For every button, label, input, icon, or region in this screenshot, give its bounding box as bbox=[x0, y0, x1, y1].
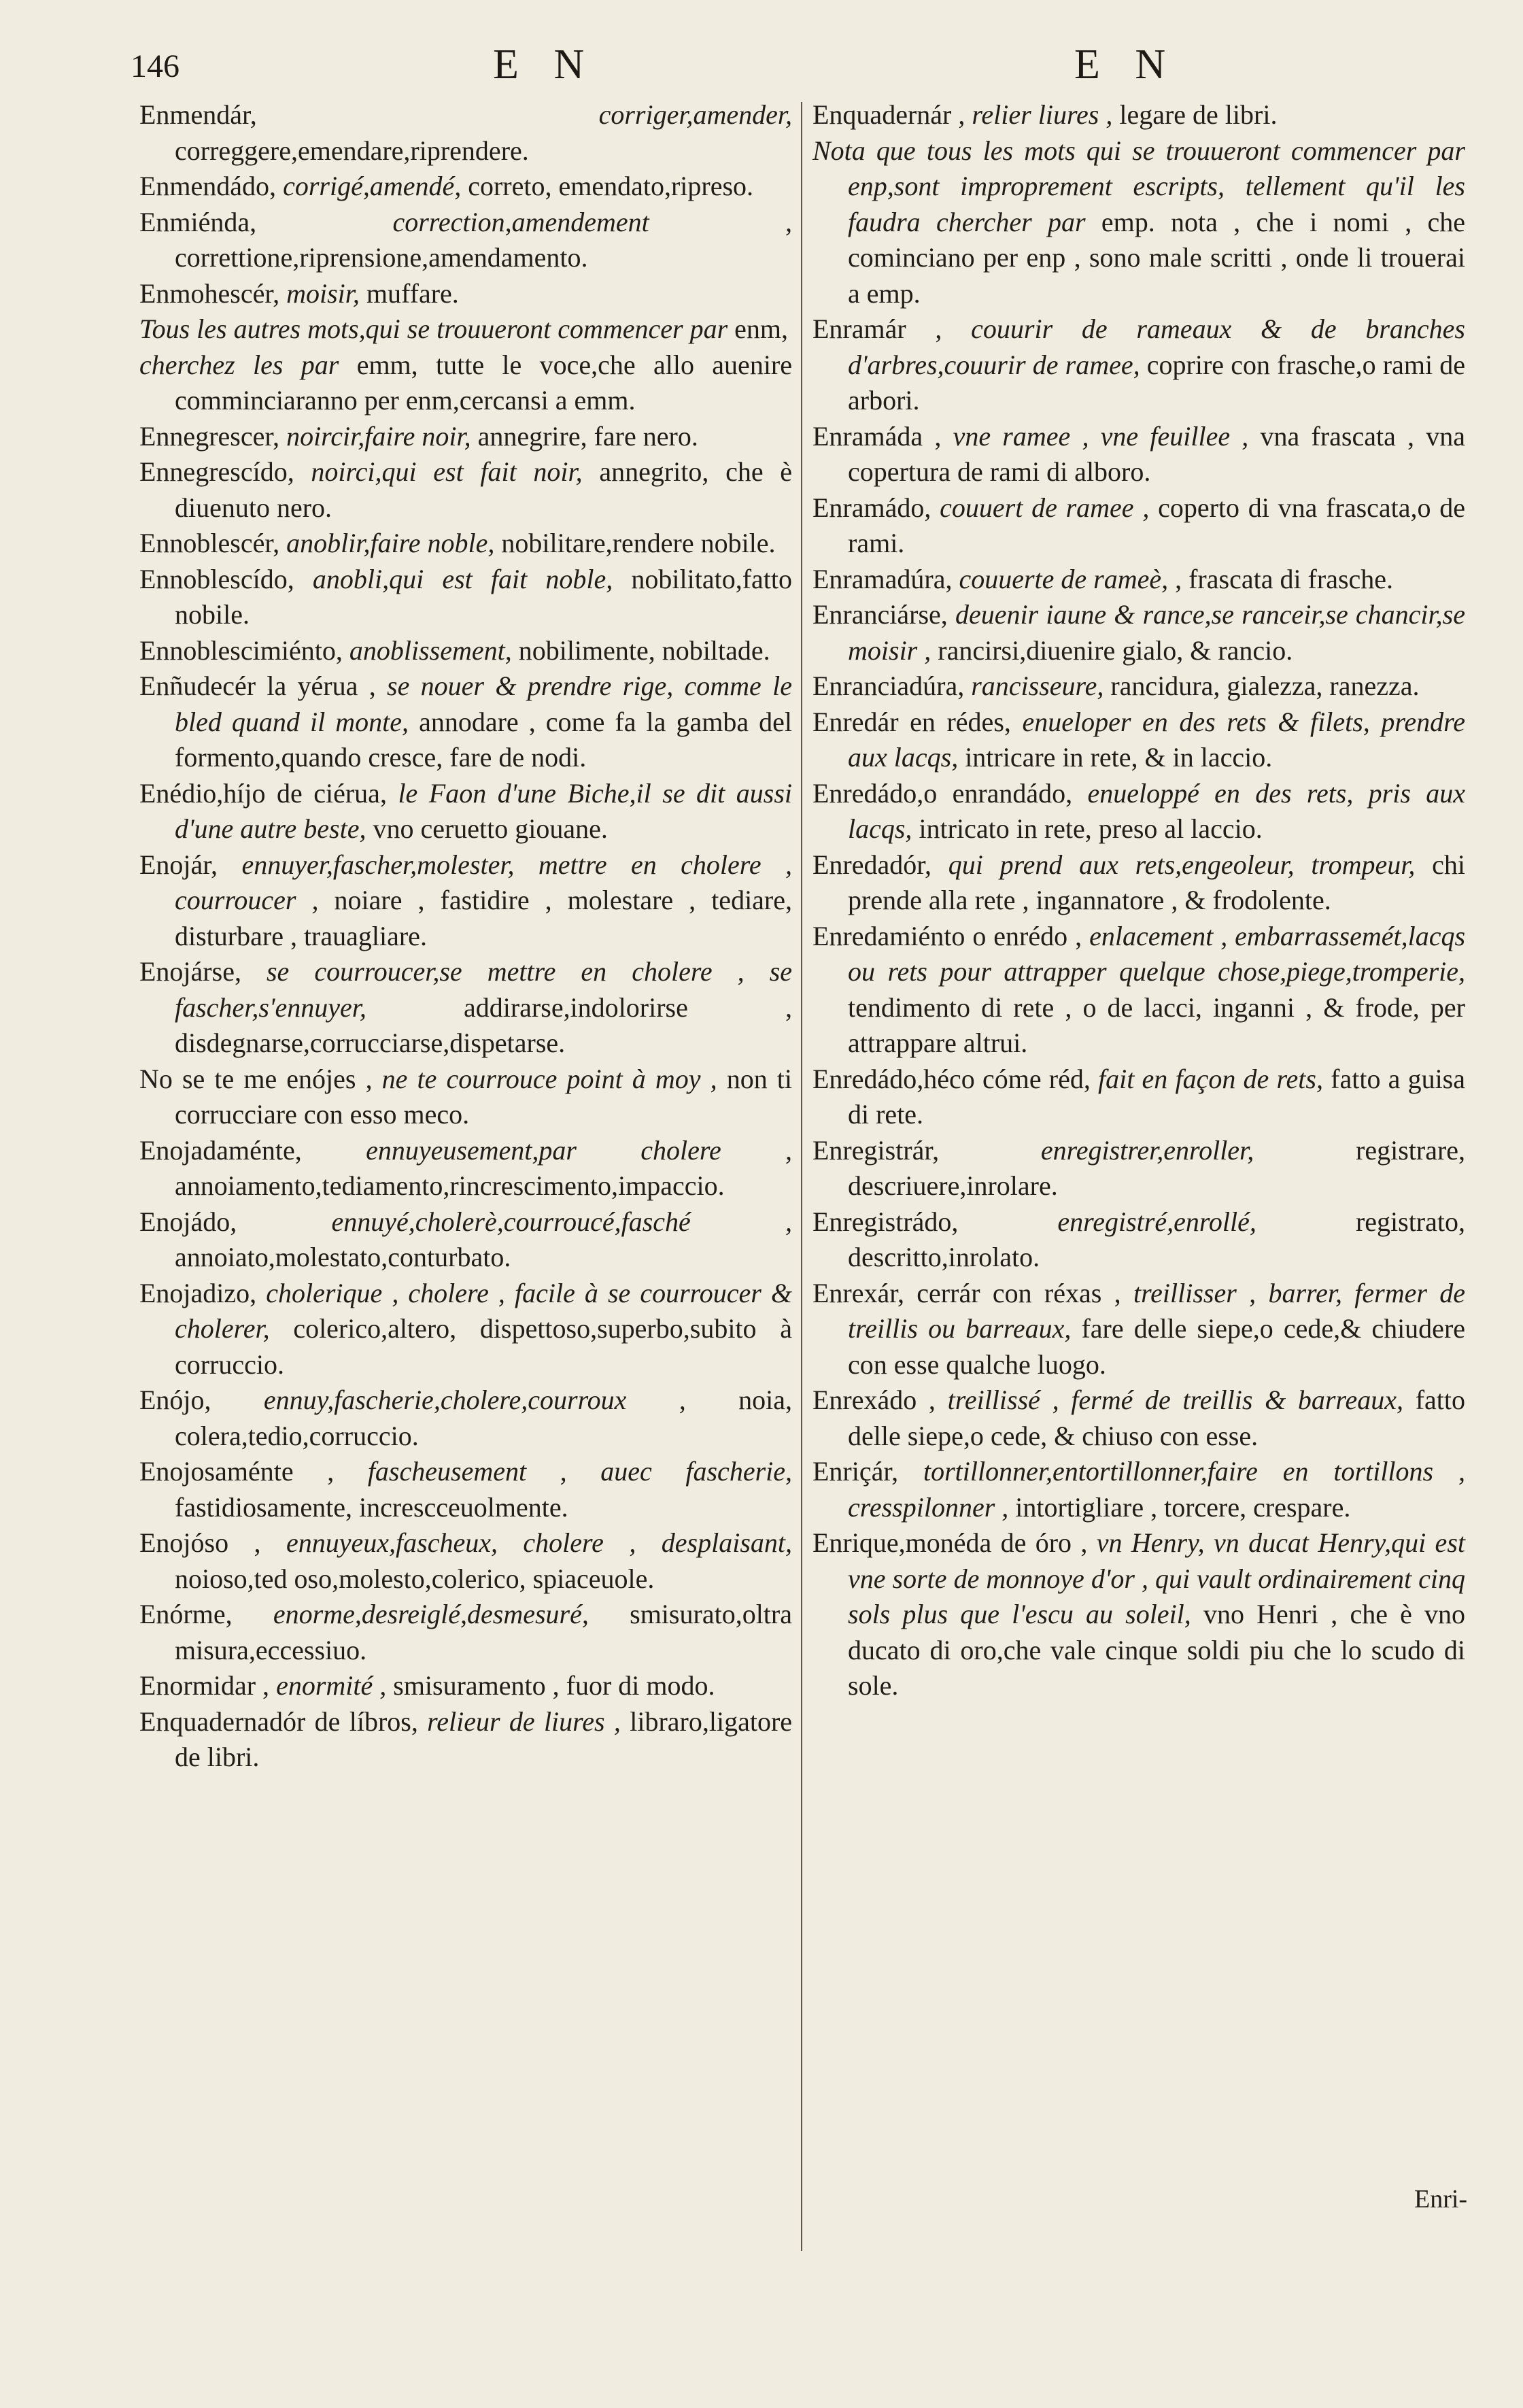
headword: Enramáda , bbox=[812, 420, 942, 452]
dictionary-entry bbox=[812, 97, 1465, 133]
dictionary-entry bbox=[139, 1525, 792, 1597]
italian-gloss: nobilitato,fatto nobile. bbox=[175, 563, 793, 630]
dictionary-entry bbox=[812, 919, 1465, 1062]
french-gloss: correction,amendement , bbox=[392, 206, 792, 237]
headword: Ennegrescído, bbox=[139, 456, 294, 487]
french-gloss: le Faon d'une Biche,il se dit aussi d'une autre beste, bbox=[175, 777, 793, 844]
dictionary-entry bbox=[139, 668, 792, 776]
french-gloss: fait en façon de rets, bbox=[1098, 1063, 1323, 1094]
french-gloss: noircir,faire noir, bbox=[286, 420, 471, 452]
right-column bbox=[812, 97, 1465, 1704]
french-gloss: qui prend aux rets,engeoleur, trompeur, bbox=[948, 849, 1416, 880]
dictionary-entry bbox=[139, 1704, 792, 1776]
french-gloss: deuenir iaune & rance,se ranceir,se chancir,se moisir , bbox=[848, 599, 1465, 666]
dictionary-entry bbox=[139, 1204, 792, 1276]
french-gloss: couurir de rameaux & de branches d'arbres,couurir de ramee, bbox=[848, 313, 1465, 380]
left-column-header: E N bbox=[493, 41, 597, 88]
french-gloss: corriger,amender, bbox=[598, 99, 792, 130]
left-column bbox=[139, 97, 792, 1776]
french-gloss: Tous les autres mots,qui se trouueront commencer par bbox=[139, 313, 728, 344]
dictionary-entry bbox=[139, 1383, 792, 1454]
french-gloss: rancisseure, bbox=[971, 671, 1104, 701]
french-gloss: enormité , bbox=[276, 1670, 387, 1701]
italian-gloss: rancidura, gialezza, ranezza. bbox=[1110, 671, 1420, 701]
dictionary-entry bbox=[812, 562, 1465, 598]
dictionary-entry bbox=[812, 490, 1465, 562]
headword: Enojárse, bbox=[139, 956, 241, 987]
dictionary-entry bbox=[139, 1133, 792, 1204]
italian-gloss: correggere,emendare,riprendere. bbox=[175, 135, 529, 166]
italian-gloss: smisuramento , fuor di modo. bbox=[393, 1670, 715, 1701]
headword: Enojár, bbox=[139, 849, 218, 880]
dictionary-entry bbox=[139, 1276, 792, 1383]
italian-gloss: annegrito, che è diuenuto nero. bbox=[175, 456, 793, 523]
headword: Enredadór, bbox=[812, 849, 931, 880]
french-gloss: noirci,qui est fait noir, bbox=[311, 456, 583, 487]
french-gloss: anoblissement, bbox=[349, 634, 512, 666]
italian-gloss: annoiato,molestato,conturbato. bbox=[175, 1242, 511, 1272]
french-gloss: tortillonner,entortillonner,faire en tortillons , cresspilonner , bbox=[848, 1456, 1466, 1523]
french-gloss: se nouer & prendre rige, comme le bled quand il monte, bbox=[175, 671, 792, 737]
dictionary-entry bbox=[139, 347, 792, 419]
headword: Enramár , bbox=[812, 313, 942, 344]
italian-gloss: noioso,ted oso,molesto,colerico, spiaceuole. bbox=[175, 1563, 655, 1594]
italian-gloss: intricato in rete, preso al laccio. bbox=[919, 813, 1263, 844]
italian-gloss: , frascata di frasche. bbox=[1175, 563, 1394, 594]
dictionary-entry bbox=[812, 419, 1465, 490]
dictionary-entry bbox=[139, 954, 792, 1062]
french-gloss: ennuyé,cholerè,courroucé,fasché , bbox=[331, 1206, 792, 1237]
italian-gloss: registrare, descriuere,inrolare. bbox=[848, 1134, 1466, 1201]
dictionary-entry bbox=[812, 311, 1465, 419]
italian-gloss: fatto a guisa di rete. bbox=[848, 1063, 1466, 1130]
italian-gloss: vno Henri , che è vno ducato di oro,che vale cinque soldi piu che lo scudo di sole. bbox=[848, 1599, 1465, 1701]
headword: Ennoblescimiénto, bbox=[139, 634, 343, 666]
italian-gloss: correttione,riprensione,amendamento. bbox=[175, 242, 588, 273]
italian-gloss: correto, emendato,ripreso. bbox=[468, 171, 754, 201]
french-gloss: ennuyeusement,par cholere , bbox=[366, 1134, 792, 1166]
french-gloss: enorme,desreiglé,desmesuré, bbox=[273, 1599, 589, 1629]
dictionary-entry bbox=[812, 1454, 1465, 1525]
french-gloss: corrigé,amendé, bbox=[283, 171, 462, 201]
french-gloss: Nota que tous les mots qui se trouueront commencer par enp,sont improprement escripts, tellement qu'il les faudra chercher par bbox=[812, 135, 1465, 237]
french-gloss: ennuy,fascherie,cholere,courroux , bbox=[263, 1385, 686, 1415]
headword: Enojosaménte , bbox=[139, 1456, 335, 1487]
catchword: Enri- bbox=[1414, 2185, 1468, 2214]
french-gloss: relier liures , bbox=[972, 99, 1113, 130]
french-gloss: anobli,qui est fait noble, bbox=[312, 563, 613, 594]
french-gloss: enueloppé en des rets, pris aux lacqs, bbox=[848, 777, 1465, 844]
french-gloss: couuerte de rameè, bbox=[959, 563, 1169, 594]
right-column-header: E N bbox=[1074, 41, 1178, 88]
dictionary-entry bbox=[139, 526, 792, 562]
french-gloss: enlacement , embarrassemét,lacqs ou rets pour attrapper quelque chose,piege,tromperie, bbox=[848, 920, 1466, 987]
page-number: 146 bbox=[131, 48, 179, 84]
headword: Enriçár, bbox=[812, 1456, 899, 1487]
dictionary-entry bbox=[139, 1062, 792, 1133]
headword: Enédio,híjo de ciérua, bbox=[139, 777, 387, 809]
french-gloss: ne te courrouce point à moy , bbox=[381, 1063, 717, 1094]
french-gloss: cholerique , cholere , facile à se courroucer & cholerer, bbox=[175, 1277, 792, 1344]
headword: Enormidar , bbox=[139, 1670, 270, 1701]
headword: Enmiénda, bbox=[139, 206, 257, 237]
dictionary-entry bbox=[812, 1525, 1465, 1704]
italian-gloss: non ti corrucciare con esso meco. bbox=[175, 1063, 793, 1130]
french-gloss: ennuyeux,fascheux, cholere , desplaisant, bbox=[286, 1527, 792, 1558]
headword: Enrexár, cerrár con réxas , bbox=[812, 1277, 1121, 1308]
french-gloss: vn Henry, vn ducat Henry,qui est vne sorte de monnoye d'or , qui vault ordinairement cinq sols plus que l'escu au soleil, bbox=[848, 1527, 1465, 1629]
italian-gloss: enm, bbox=[734, 313, 789, 344]
french-gloss: moisir, bbox=[286, 277, 360, 309]
italian-gloss: intricare in rete, & in laccio. bbox=[965, 742, 1273, 773]
dictionary-entry bbox=[812, 1383, 1465, 1454]
italian-gloss: annegrire, fare nero. bbox=[477, 420, 698, 452]
italian-gloss: annoiamento,tediamento,rincrescimento,impaccio. bbox=[175, 1170, 725, 1201]
headword: Enñudecér la yérua , bbox=[139, 671, 376, 701]
italian-gloss: emp. nota , che i nomi , che cominciano per enp , sono male scritti , onde li trouerai a emp. bbox=[848, 206, 1466, 309]
dictionary-entry bbox=[812, 597, 1465, 668]
headword: Enmendár, bbox=[139, 99, 257, 130]
headword: Enredádo,o enrandádo, bbox=[812, 777, 1073, 809]
dictionary-entry bbox=[812, 668, 1465, 705]
french-gloss: treillisser , barrer, fermer de treillis ou barreaux, bbox=[848, 1277, 1466, 1344]
italian-gloss: nobilitare,rendere nobile. bbox=[501, 528, 776, 558]
dictionary-entry bbox=[139, 1668, 792, 1704]
french-gloss: vne ramee , vne feuillee , bbox=[953, 420, 1249, 452]
french-gloss: treillissé , fermé de treillis & barreaux, bbox=[947, 1385, 1404, 1415]
dictionary-entry bbox=[812, 847, 1465, 919]
dictionary-entry bbox=[139, 847, 792, 955]
headword: Enojadizo, bbox=[139, 1277, 257, 1308]
french-gloss: fascheusement , auec fascherie, bbox=[367, 1456, 793, 1487]
headword: Enregistrádo, bbox=[812, 1206, 959, 1237]
headword: Enranciadúra, bbox=[812, 671, 965, 701]
italian-gloss: fatto delle siepe,o cede, & chiuso con esse. bbox=[848, 1385, 1466, 1451]
headword: Enójo, bbox=[139, 1385, 211, 1415]
dictionary-entry bbox=[139, 454, 792, 526]
dictionary-entry bbox=[139, 562, 792, 633]
dictionary-entry bbox=[812, 776, 1465, 847]
italian-gloss: colerico,altero, dispettoso,superbo,subito à corruccio. bbox=[175, 1313, 793, 1380]
italian-gloss: tendimento di rete , o de lacci, inganni , & frode, per attrappare altrui. bbox=[848, 991, 1465, 1058]
italian-gloss: noia, colera,tedio,corruccio. bbox=[175, 1385, 792, 1451]
headword: Enojádo, bbox=[139, 1206, 237, 1237]
dictionary-entry bbox=[812, 1062, 1465, 1133]
dictionary-entry bbox=[139, 1454, 792, 1525]
french-gloss: enregistrer,enroller, bbox=[1040, 1134, 1254, 1166]
page-header bbox=[0, 41, 1523, 95]
italian-gloss: annodare , come fa la gamba del formento,quando cresce, fare de nodi. bbox=[175, 706, 792, 773]
dictionary-entry bbox=[139, 97, 792, 169]
dictionary-entry bbox=[139, 776, 792, 847]
dictionary-entry bbox=[812, 705, 1465, 776]
italian-gloss: chi prende alla rete , ingannatore , & frodolente. bbox=[848, 849, 1466, 915]
italian-gloss: coperto di vna frascata,o de rami. bbox=[848, 492, 1466, 558]
french-gloss: se courroucer,se mettre en cholere , se fascher,s'ennuyer, bbox=[175, 956, 793, 1023]
italian-gloss: registrato, descritto,inrolato. bbox=[848, 1206, 1465, 1272]
headword: Enojadaménte, bbox=[139, 1134, 302, 1166]
italian-gloss: vna frascata , vna copertura de rami di alboro. bbox=[848, 420, 1466, 487]
italian-gloss: addirarse,indolorirse , disdegnarse,corrucciarse,dispetarse. bbox=[175, 991, 792, 1058]
italian-gloss: fastidiosamente, increscceuolmente. bbox=[175, 1491, 568, 1523]
headword: Enregistrár, bbox=[812, 1134, 940, 1166]
headword: Enojóso , bbox=[139, 1527, 261, 1558]
dictionary-entry bbox=[812, 1276, 1465, 1383]
headword: Ennegrescer, bbox=[139, 420, 280, 452]
italian-gloss: nobilimente, nobiltade. bbox=[518, 634, 770, 666]
headword: Enquadernadór de líbros, bbox=[139, 1706, 418, 1737]
dictionary-entry bbox=[139, 1597, 792, 1668]
italian-gloss: vno ceruetto giouane. bbox=[373, 813, 608, 844]
headword: Ennoblescído, bbox=[139, 563, 294, 594]
headword: Enrique,monéda de óro , bbox=[812, 1527, 1088, 1558]
italian-gloss: muffare. bbox=[366, 277, 459, 309]
italian-gloss: coprire con frasche,o rami de arbori. bbox=[848, 349, 1465, 416]
dictionary-entry bbox=[812, 1204, 1465, 1276]
headword: Enmendádo, bbox=[139, 171, 277, 201]
headword: Enredár en rédes, bbox=[812, 706, 1011, 737]
italian-gloss: emm, tutte le voce,che allo auenire comminciaranno per enm,cercansi a emm. bbox=[175, 349, 792, 416]
french-gloss: couuert de ramee , bbox=[940, 492, 1150, 523]
dictionary-entry bbox=[812, 133, 1465, 312]
dictionary-entry bbox=[139, 419, 792, 455]
headword: Ennoblescér, bbox=[139, 528, 280, 558]
headword: Enramádo, bbox=[812, 492, 931, 523]
dictionary-entry bbox=[139, 633, 792, 669]
italian-gloss: legare de libri. bbox=[1119, 99, 1278, 130]
french-gloss: enregistré,enrollé, bbox=[1057, 1206, 1256, 1237]
column-divider bbox=[801, 102, 802, 2251]
headword: Enredádo,héco cóme réd, bbox=[812, 1063, 1091, 1094]
headword: Enórme, bbox=[139, 1599, 233, 1629]
headword: No se te me enójes , bbox=[139, 1063, 373, 1094]
dictionary-entry bbox=[139, 311, 792, 347]
dictionary-entry bbox=[139, 169, 792, 205]
italian-gloss: noiare , fastidire , molestare , tediare, disturbare , trauagliare. bbox=[175, 885, 793, 951]
dictionary-entry bbox=[812, 1133, 1465, 1204]
french-gloss: relieur de liures , bbox=[427, 1706, 621, 1737]
headword: Enramadúra, bbox=[812, 563, 953, 594]
headword: Enranciárse, bbox=[812, 599, 948, 630]
italian-gloss: libraro,ligatore de libri. bbox=[175, 1706, 793, 1772]
dictionary-entry bbox=[139, 276, 792, 312]
french-gloss: enueloper en des rets & filets, prendre aux lacqs, bbox=[848, 706, 1466, 773]
headword: Enrexádo , bbox=[812, 1385, 936, 1415]
italian-gloss: fare delle siepe,o cede,& chiudere con esse qualche luogo. bbox=[848, 1313, 1466, 1380]
italian-gloss: intortigliare , torcere, crespare. bbox=[1015, 1491, 1351, 1523]
french-gloss: anoblir,faire noble, bbox=[286, 528, 495, 558]
italian-gloss: rancirsi,diuenire gialo, & rancio. bbox=[938, 634, 1293, 666]
headword: Enmohescér, bbox=[139, 277, 280, 309]
headword: Enredamiénto o enrédo , bbox=[812, 920, 1082, 951]
headword: Enquadernár , bbox=[812, 99, 965, 130]
french-gloss: ennuyer,fascher,molester, mettre en cholere , courroucer , bbox=[175, 849, 792, 915]
french-gloss: cherchez les par bbox=[139, 349, 339, 380]
dictionary-entry bbox=[139, 205, 792, 276]
italian-gloss: smisurato,oltra misura,eccessiuo. bbox=[175, 1599, 792, 1665]
